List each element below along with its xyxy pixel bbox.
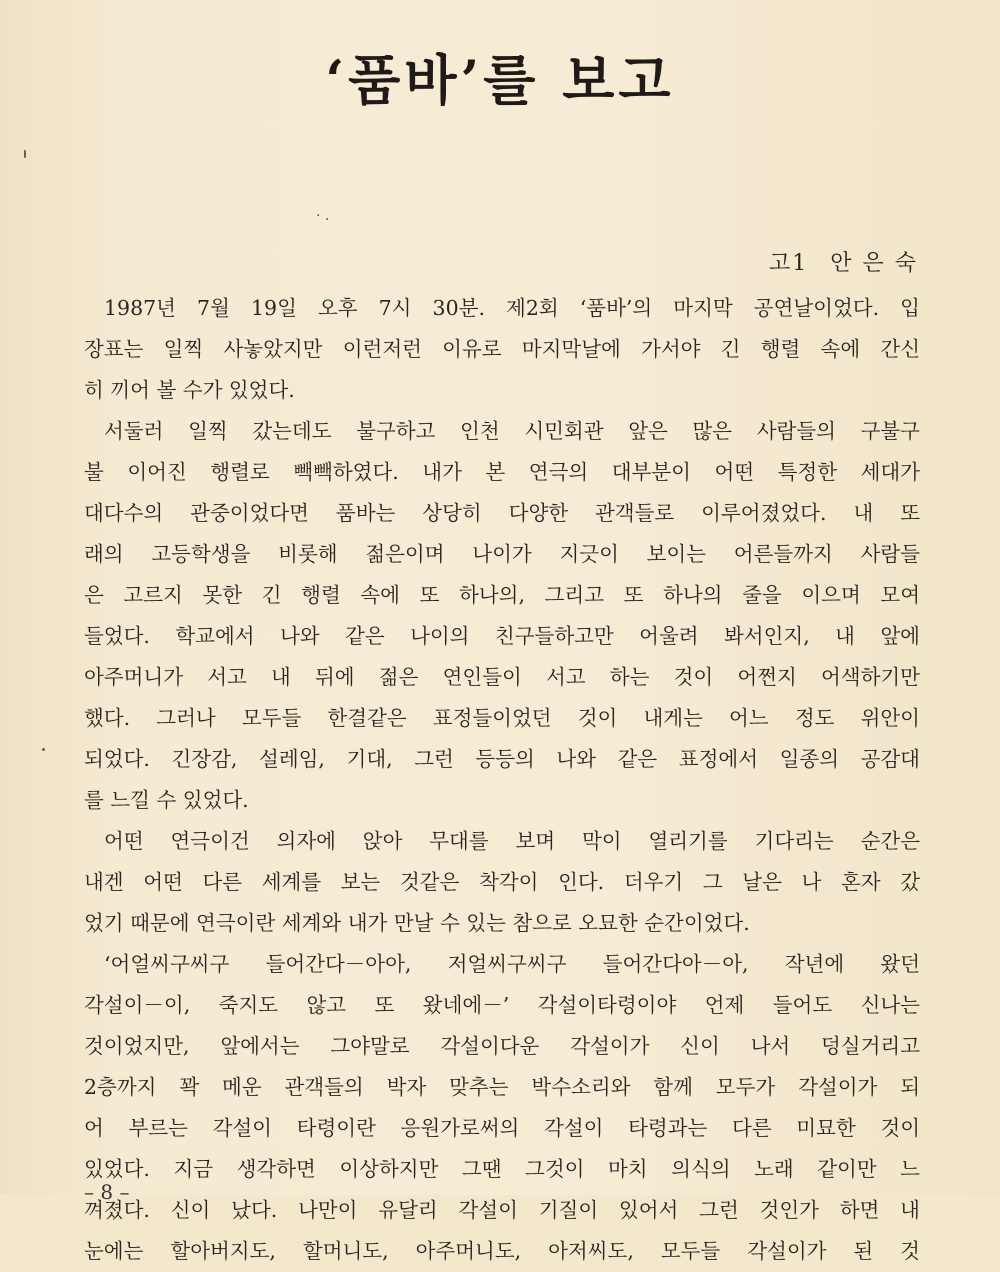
text-line: 껴졌다. 신이 났다. 나만이 유달리 각설이 기질이 있어서 그런 것인가 하면 내	[84, 1198, 920, 1222]
page-title: ‘품바’를 보고	[325, 48, 675, 112]
page-number: – 8 –	[84, 1180, 130, 1204]
text-line: 서둘러 일찍 갔는데도 불구하고 인천 시민회관 앞은 많은 사람들의 구불구	[104, 419, 920, 443]
text-line: ‘어얼씨구씨구 들어간다－아아, 저얼씨구씨구 들어간다아－아, 작년에 왔던	[104, 952, 920, 976]
text-line: 각설이－이, 죽지도 않고 또 왔네에－’ 각설이타령이야 언제 들어도 신나는	[84, 993, 920, 1017]
text-line: 를 느낄 수 있었다.	[84, 788, 249, 812]
text-line: 어떤 연극이건 의자에 앉아 무대를 보며 막이 열리기를 기다리는 순간은	[104, 829, 920, 853]
text-line: 2층까지 꽉 메운 관객들의 박자 맞추는 박수소리와 함께 모두가 각설이가 되	[84, 1075, 920, 1099]
byline	[769, 246, 918, 277]
text-line: 래의 고등학생을 비롯해 젊은이며 나이가 지긋이 보이는 어른들까지 사람들	[84, 542, 920, 566]
text-line: 장표는 일찍 사놓았지만 이런저런 이유로 마지막날에 가서야 긴 행렬 속에 간신	[84, 337, 920, 361]
paragraph-2	[84, 411, 920, 821]
text-line: 눈에는 할아버지도, 할머니도, 아주머니도, 아저씨도, 모두들 각설이가 된 것	[84, 1239, 920, 1263]
text-line: 히 끼어 볼 수가 있었다.	[84, 378, 295, 402]
author-grade: 고1	[769, 251, 809, 276]
text-line: 아주머니가 서고 내 뒤에 젊은 연인들이 서고 하는 것이 어쩐지 어색하기만	[84, 665, 920, 689]
text-line: 불 이어진 행렬로 빽빽하였다. 내가 본 연극의 대부분이 어떤 특정한 세대가	[84, 460, 920, 484]
paper-speck	[24, 150, 26, 158]
text-line: 대다수의 관중이었다면 품바는 상당히 다양한 관객들로 이루어졌었다. 내 또	[84, 501, 920, 525]
text-line: 있었다. 지금 생각하면 이상하지만 그땐 그것이 마치 의식의 노래 같이만 느	[84, 1157, 920, 1181]
text-line: 것이었지만, 앞에서는 그야말로 각설이다운 각설이가 신이 나서 덩실거리고	[84, 1034, 920, 1058]
paragraph-3	[84, 821, 920, 944]
paragraph-4	[84, 944, 920, 1272]
text-line: 들었다. 학교에서 나와 같은 나이의 친구들하고만 어울려 봐서인지, 내 앞에	[84, 624, 920, 648]
text-line: 어 부르는 각설이 타령이란 응원가로써의 각설이 타령과는 다른 미묘한 것이	[84, 1116, 920, 1140]
text-line: 1987년 7월 19일 오후 7시 30분. 제2회 ‘품바’의 마지막 공연날이었다. 입	[104, 296, 920, 320]
text-line: 었기 때문에 연극이란 세계와 내가 만날 수 있는 참으로 오묘한 순간이었다.	[84, 911, 750, 935]
paper-speck	[42, 748, 45, 751]
text-line: 은 고르지 못한 긴 행렬 속에 또 하나의, 그리고 또 하나의 줄을 이으며 모여	[84, 583, 920, 607]
text-line: 했다. 그러나 모두들 한결같은 표정들이었던 것이 내게는 어느 정도 위안이	[84, 706, 920, 730]
author-name: 안 은 숙	[830, 251, 918, 276]
text-line: 되었다. 긴장감, 설레임, 기대, 그런 등등의 나와 같은 표정에서 일종의 공감대	[84, 747, 920, 771]
text-line: 내겐 어떤 다른 세계를 보는 것같은 착각이 인다. 더우기 그 날은 나 혼자 갔	[84, 870, 920, 894]
article-body	[84, 288, 920, 1272]
paragraph-1	[84, 288, 920, 411]
decorative-dots: · .	[316, 208, 330, 224]
